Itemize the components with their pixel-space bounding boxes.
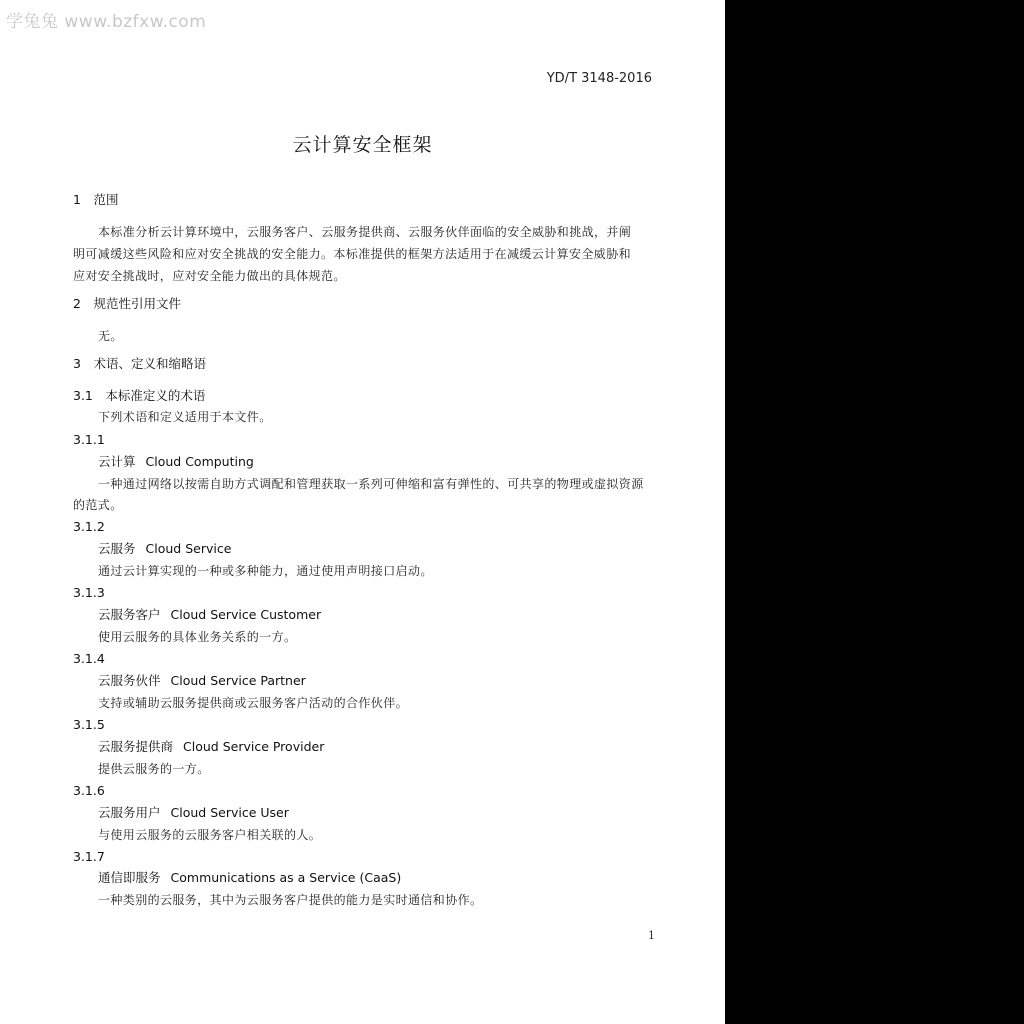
term-number: 3.1.6 [73, 783, 105, 798]
term-zh: 云服务用户 [98, 805, 161, 820]
term-zh: 云服务 [98, 541, 136, 556]
section-heading-normative-references: 2 规范性引用文件 [73, 296, 181, 311]
definition-line: 与使用云服务的云服务客户相关联的人。 [98, 828, 322, 842]
term-zh: 云服务客户 [98, 607, 161, 622]
term-entry [98, 739, 324, 755]
term-zh: 通信即服务 [98, 870, 161, 885]
paragraph-line: 本标准分析云计算环境中，云服务客户、云服务提供商、云服务伙伴面临的安全威胁和挑战，并阐 [98, 225, 632, 239]
term-en: Communications as a Service (CaaS) [170, 870, 402, 885]
definition-line: 支持或辅助云服务提供商或云服务客户活动的合作伙伴。 [98, 696, 409, 710]
term-number: 3.1.4 [73, 651, 105, 666]
term-en: Cloud Service Partner [170, 673, 306, 688]
section-heading-terms: 3 术语、定义和缩略语 [73, 356, 206, 371]
term-entry [98, 541, 231, 557]
subsection-heading: 3.1 本标准定义的术语 [73, 388, 206, 403]
term-entry [98, 870, 401, 886]
term-zh: 云计算 [98, 454, 136, 469]
term-entry [98, 805, 289, 821]
term-entry [98, 607, 321, 623]
watermark: 学兔兔 www.bzfxw.com [6, 12, 207, 32]
page-number: 1 [648, 929, 655, 942]
term-zh: 云服务提供商 [98, 739, 174, 754]
term-en: Cloud Service User [170, 805, 289, 820]
definition-line: 提供云服务的一方。 [98, 762, 210, 776]
definition-line: 通过云计算实现的一种或多种能力，通过使用声明接口启动。 [98, 564, 433, 578]
paragraph-line: 明可减缓这些风险和应对安全挑战的安全能力。本标准提供的框架方法适用于在减缓云计算安全威胁和 [73, 247, 632, 261]
section-heading-scope: 1 范围 [73, 192, 119, 207]
term-en: Cloud Service Customer [170, 607, 322, 622]
term-zh: 云服务伙伴 [98, 673, 161, 688]
paragraph-line: 应对安全挑战时，应对安全能力做出的具体规范。 [73, 269, 346, 283]
definition-line: 的范式。 [73, 498, 123, 512]
term-en: Cloud Service [145, 541, 232, 556]
term-entry [98, 673, 306, 689]
definition-line: 一种通过网络以按需自助方式调配和管理获取一系列可伸缩和富有弹性的、可共享的物理或虚拟资源 [98, 477, 644, 491]
term-number: 3.1.1 [73, 432, 105, 447]
term-number: 3.1.3 [73, 585, 105, 600]
definition-line: 一种类别的云服务，其中为云服务客户提供的能力是实时通信和协作。 [98, 893, 483, 907]
definition-line: 使用云服务的具体业务关系的一方。 [98, 630, 297, 644]
term-number: 3.1.5 [73, 717, 105, 732]
term-number: 3.1.2 [73, 519, 105, 534]
standard-code: YD/T 3148-2016 [546, 71, 652, 86]
document-title: 云计算安全框架 [292, 134, 433, 156]
paragraph-line: 下列术语和定义适用于本文件。 [98, 410, 272, 424]
term-number: 3.1.7 [73, 849, 105, 864]
term-en: Cloud Computing [145, 454, 254, 469]
term-en: Cloud Service Provider [183, 739, 325, 754]
term-entry [98, 454, 254, 470]
paragraph-line: 无。 [98, 329, 123, 343]
